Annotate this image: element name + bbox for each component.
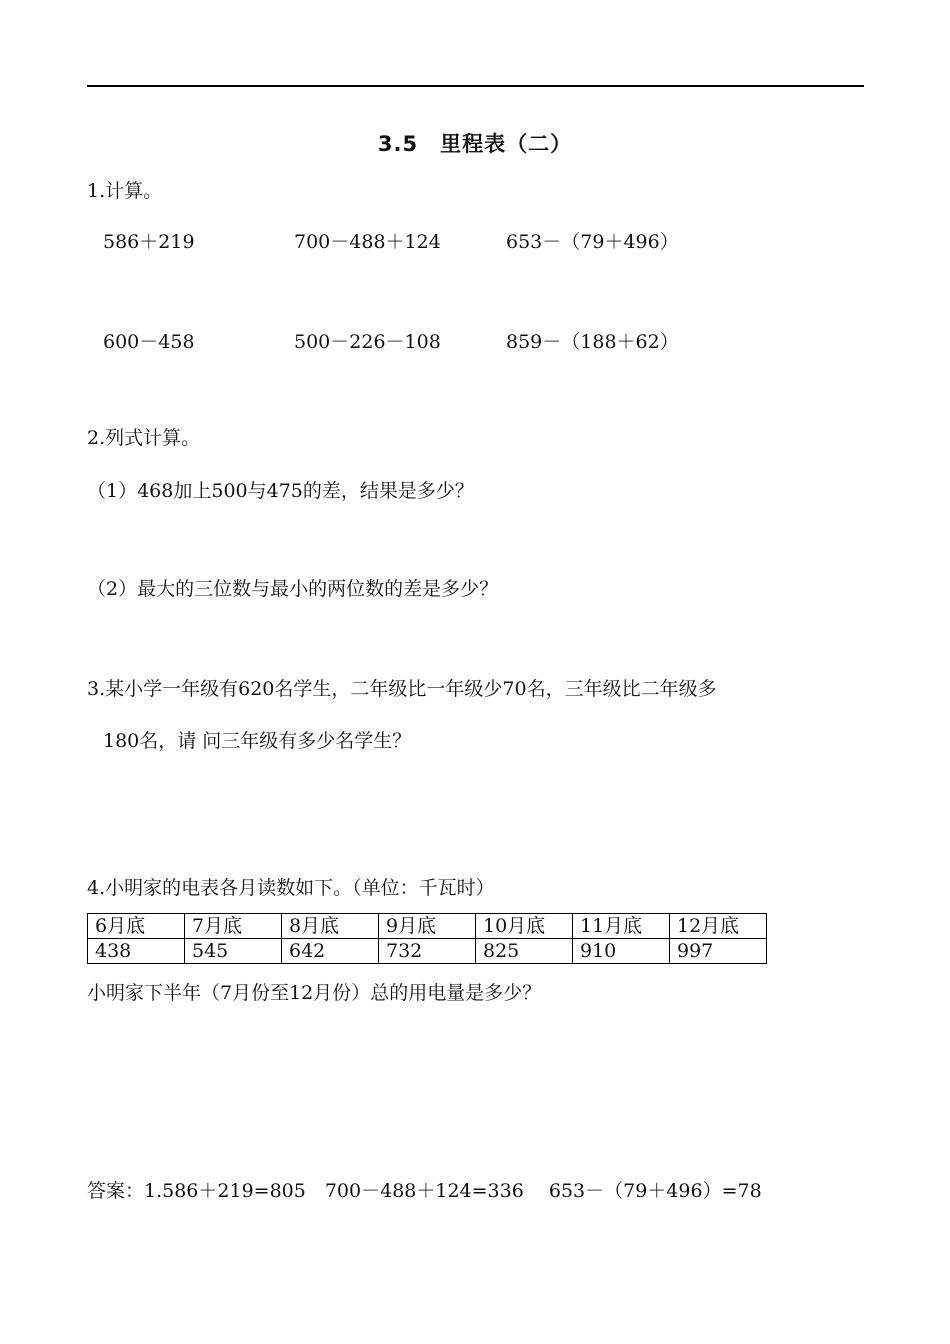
table-cell: 732 — [379, 939, 476, 964]
calc-expression: 500－226－108 — [294, 331, 441, 353]
table-cell: 642 — [282, 939, 379, 964]
table-header-cell: 9月底 — [379, 914, 476, 939]
question-3-text: 3.某小学一年级有620名学生，二年级比一年级少70名，三年级比二年级多 — [87, 678, 717, 700]
question-4-text: 小明家下半年（7月份至12月份）总的用电量是多少？ — [87, 982, 542, 1004]
question-2-part-1: （1）468加上500与475的差，结果是多少？ — [87, 480, 474, 502]
table-cell: 438 — [88, 939, 185, 964]
question-1-heading: 1.计算。 — [87, 180, 163, 202]
question-4-heading: 4.小明家的电表各月读数如下。（单位：千瓦时） — [87, 877, 495, 899]
table-cell: 825 — [476, 939, 573, 964]
table-header-row — [88, 914, 767, 939]
table-row — [88, 939, 767, 964]
table-cell: 910 — [573, 939, 670, 964]
calc-expression: 653－（79＋496） — [506, 231, 679, 253]
question-2-part-2: （2）最大的三位数与最小的两位数的差是多少？ — [87, 578, 499, 600]
calc-expression: 859－（188＋62） — [506, 331, 679, 353]
table-header-cell: 10月底 — [476, 914, 573, 939]
table-header-cell: 8月底 — [282, 914, 379, 939]
table-header-cell: 11月底 — [573, 914, 670, 939]
worksheet-title: 3.5 里程表（二） — [377, 132, 573, 156]
question-3-text-continued: 180名，请 问三年级有多少名学生？ — [103, 730, 412, 752]
header-rule — [87, 85, 864, 87]
table-cell: 997 — [670, 939, 767, 964]
calc-expression: 586＋219 — [103, 231, 195, 253]
calc-expression: 600－458 — [103, 331, 195, 353]
table-header-cell: 7月底 — [185, 914, 282, 939]
question-2-heading: 2.列式计算。 — [87, 427, 201, 449]
table-header-cell: 6月底 — [88, 914, 185, 939]
table-cell: 545 — [185, 939, 282, 964]
calc-expression: 700－488＋124 — [294, 231, 441, 253]
table-header-cell: 12月底 — [670, 914, 767, 939]
meter-reading-table — [87, 913, 767, 964]
answer-line: 答案：1.586＋219=805 700－488＋124=336 653－（79＋496）=78 — [87, 1180, 762, 1202]
